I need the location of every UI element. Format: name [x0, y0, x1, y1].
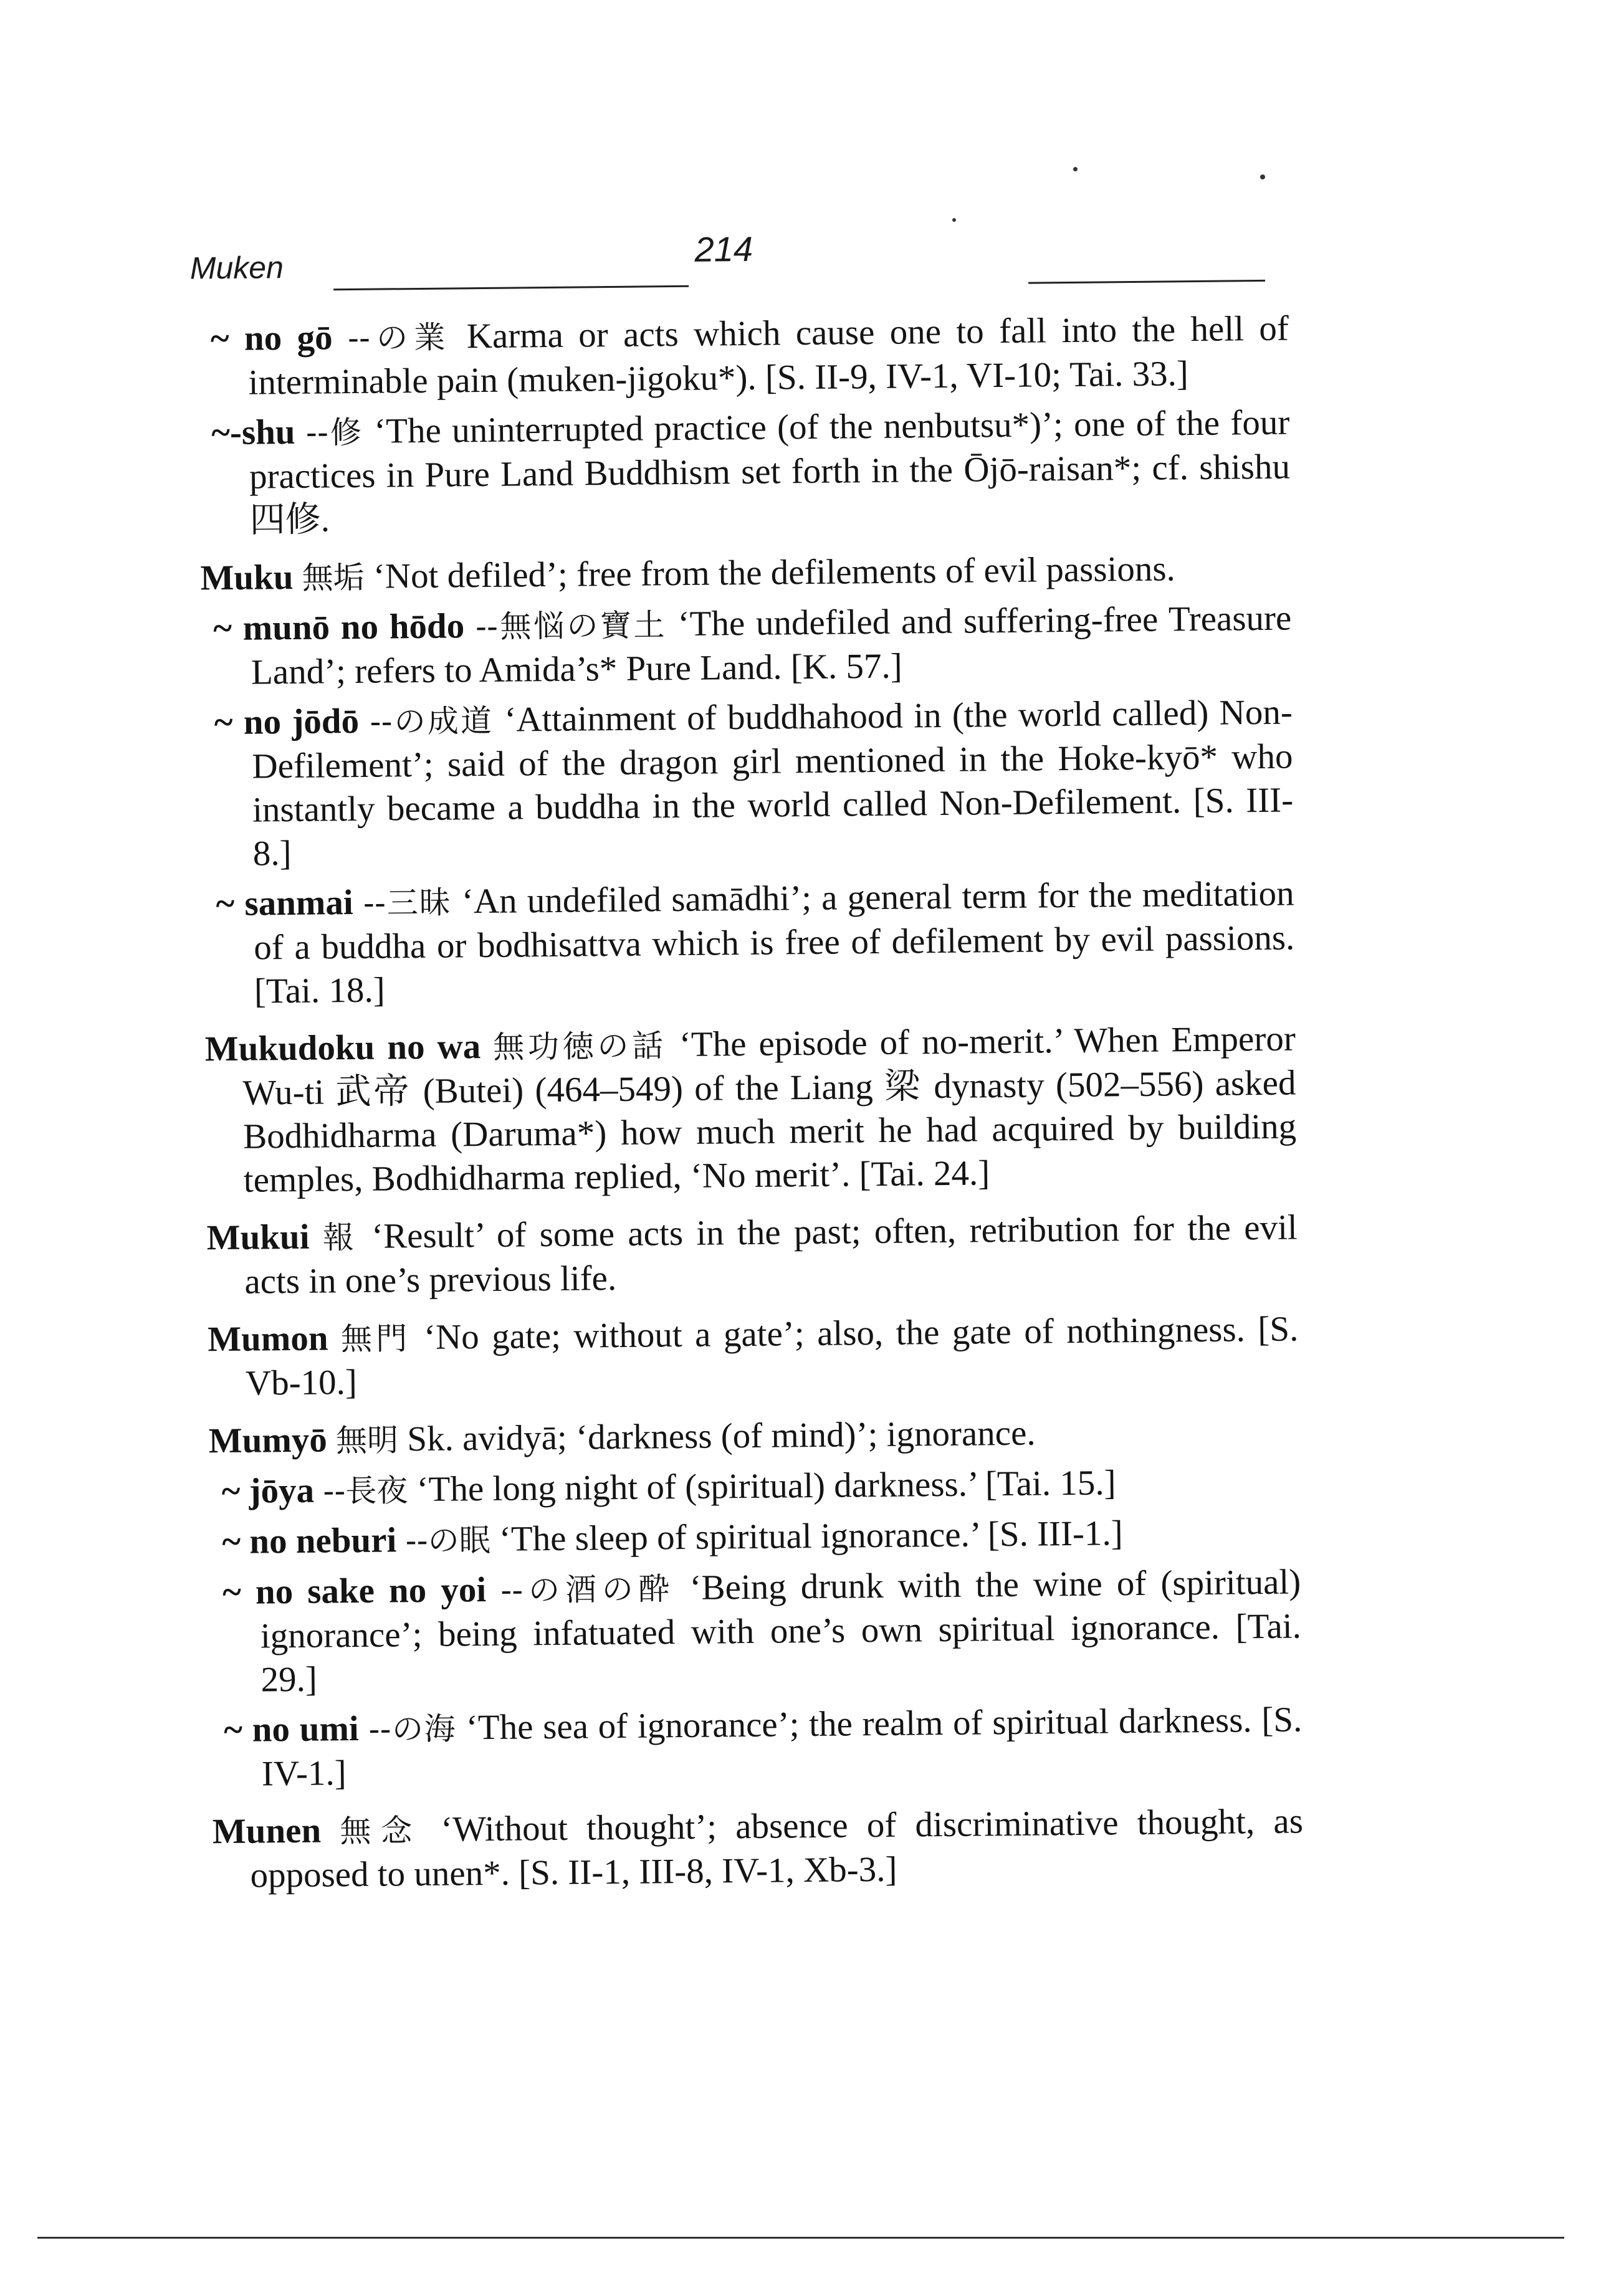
entry-tilde: ~	[214, 702, 233, 743]
entry-definition: Karma or acts which cause one to fall into the hell of interminable pain (muken-jigoku*). [S. II-9, IV-1, VI-10; Tai. 33.]	[248, 308, 1289, 403]
entry-tilde: ~	[213, 608, 232, 649]
header-rule-right	[1028, 280, 1265, 284]
entry-headword: jōya	[249, 1470, 315, 1511]
entry-japanese: --三昧	[363, 884, 452, 922]
entry-definition: ‘The long night of (spiritual) darkness.’ [Tai. 15.]	[416, 1463, 1116, 1510]
entry-headword: Muku	[200, 557, 294, 598]
dictionary-entry	[222, 1560, 1302, 1702]
dictionary-entry	[222, 1510, 1301, 1565]
entry-japanese: 無明	[335, 1422, 399, 1459]
entry-headword: Mukui	[206, 1217, 310, 1258]
page-header	[189, 229, 1265, 302]
entry-definition: ‘The uninterrupted practice (of the nenbutsu*)’; one of the four practices in Pure Land Buddhism set forth in the Ōjō-raisan*; cf. shishu 四修.	[249, 403, 1291, 540]
entry-tilde: ~	[224, 1710, 243, 1750]
entry-definition: ‘Result’ of some acts in the past; often, retribution for the evil acts in one’s previous life.	[244, 1208, 1298, 1302]
dictionary-entry	[224, 1698, 1303, 1796]
running-head: Muken	[189, 250, 284, 286]
entry-japanese: 報	[322, 1219, 359, 1256]
scan-edge-line	[37, 2237, 1564, 2239]
entry-list	[198, 307, 1304, 1905]
entry-definition: ‘The sea of ignorance’; the realm of spiritual darkness. [S. IV-1.]	[261, 1700, 1303, 1794]
entry-definition: ‘Without thought’; absence of discriminative thought, as opposed to unen*. [S. II-1, III-8, IV-1, Xb-3.]	[250, 1801, 1304, 1895]
dictionary-entry	[216, 872, 1295, 1014]
dictionary-entry	[200, 546, 1291, 601]
entry-japanese: 無念	[340, 1813, 423, 1850]
header-rule-left	[333, 285, 689, 290]
entry-headword: no neburi	[249, 1520, 397, 1561]
entry-japanese: --の酒の酔	[500, 1571, 676, 1609]
entry-definition: ‘No gate; without a gate’; also, the gate of nothingness. [S. Vb-10.]	[245, 1309, 1299, 1403]
entry-headword: Mumon	[208, 1318, 328, 1360]
entry-headword: munō no hōdo	[242, 606, 465, 648]
entry-tilde: ~	[222, 1572, 242, 1612]
dictionary-entry	[214, 691, 1294, 877]
entry-headword: no jōdō	[243, 701, 360, 742]
entry-definition: Sk. avidyā; ‘darkness (of mind)’; ignorance.	[407, 1413, 1036, 1459]
scan-speck	[952, 218, 956, 222]
dictionary-entry	[205, 1017, 1298, 1203]
entry-japanese: 無門	[340, 1320, 411, 1358]
entry-japanese: --の成道	[370, 702, 494, 740]
dictionary-entry	[208, 1307, 1299, 1406]
entry-tilde: ~	[222, 1522, 241, 1562]
entry-headword: no umi	[252, 1708, 360, 1750]
entry-japanese: 無垢	[302, 559, 365, 596]
entry-definition: ‘An undefiled samādhi’; a general term for the meditation of a buddha or bodhisattva which is free of defilement by evil passions. [Tai. 18.]	[253, 874, 1295, 1011]
entry-headword: sanmai	[244, 883, 353, 923]
entry-headword: Mumyō	[208, 1420, 328, 1461]
dictionary-entry	[213, 1799, 1304, 1898]
entry-headword: Munen	[212, 1811, 322, 1852]
entry-tilde: ~	[211, 412, 231, 453]
entry-definition: ‘Not defiled’; free from the defilements of evil passions.	[373, 549, 1176, 596]
entry-japanese: --の業	[347, 319, 452, 357]
entry-definition: ‘Being drunk with the wine of (spiritual) ignorance’; being infatuated with one’s own spiritual ignorance. [Tai. 29.]	[260, 1562, 1302, 1700]
entry-definition: ‘The undefiled and suffering-free Treasure Land’; refers to Amida’s* Pure Land. [K. 57.]	[251, 598, 1292, 692]
entry-japanese: --長夜	[323, 1472, 408, 1510]
entry-definition: ‘The sleep of spiritual ignorance.’ [S. III-1.]	[499, 1513, 1123, 1559]
entry-japanese: --無悩の寶土	[475, 607, 667, 645]
entry-japanese: --修	[305, 414, 364, 451]
dictionary-entry	[211, 307, 1289, 406]
entry-headword: no gō	[244, 318, 333, 358]
entry-japanese: 無功徳の話	[492, 1027, 667, 1065]
dictionary-entry	[213, 597, 1292, 695]
entry-tilde: ~	[216, 884, 235, 924]
entry-tilde: ~	[221, 1471, 241, 1512]
dictionary-entry	[209, 1409, 1300, 1464]
entry-tilde: ~	[210, 318, 229, 359]
entry-headword: Mukudoku no wa	[204, 1027, 481, 1069]
entry-japanese: --の眠	[405, 1522, 490, 1560]
dictionary-entry	[206, 1206, 1298, 1305]
entry-japanese: --の海	[368, 1710, 457, 1748]
entry-definition: ‘Attainment of buddhahood in (the world called) Non-Defilement’; said of the dragon girl mentioned in the Hoke-kyō* who instantly became a buddha in the world called Non-Defilement. [S. III-8.]	[252, 692, 1294, 874]
page-number: 214	[694, 229, 753, 269]
dictionary-entry	[221, 1459, 1300, 1514]
entry-headword: -shu	[229, 412, 295, 452]
scan-speck	[1260, 174, 1265, 179]
scan-speck	[1073, 167, 1078, 171]
entry-headword: no sake no yoi	[255, 1570, 487, 1612]
entry-definition: ‘The episode of no-merit.’ When Emperor Wu-ti 武帝 (Butei) (464–549) of the Liang 梁 dynasty (502–556) asked Bodhidharma (Daruma*) how much merit he had acquired by building temples, Bodhidharma replied, ‘No merit’. [Tai. 24.]	[242, 1019, 1297, 1200]
dictionary-entry	[211, 401, 1291, 543]
